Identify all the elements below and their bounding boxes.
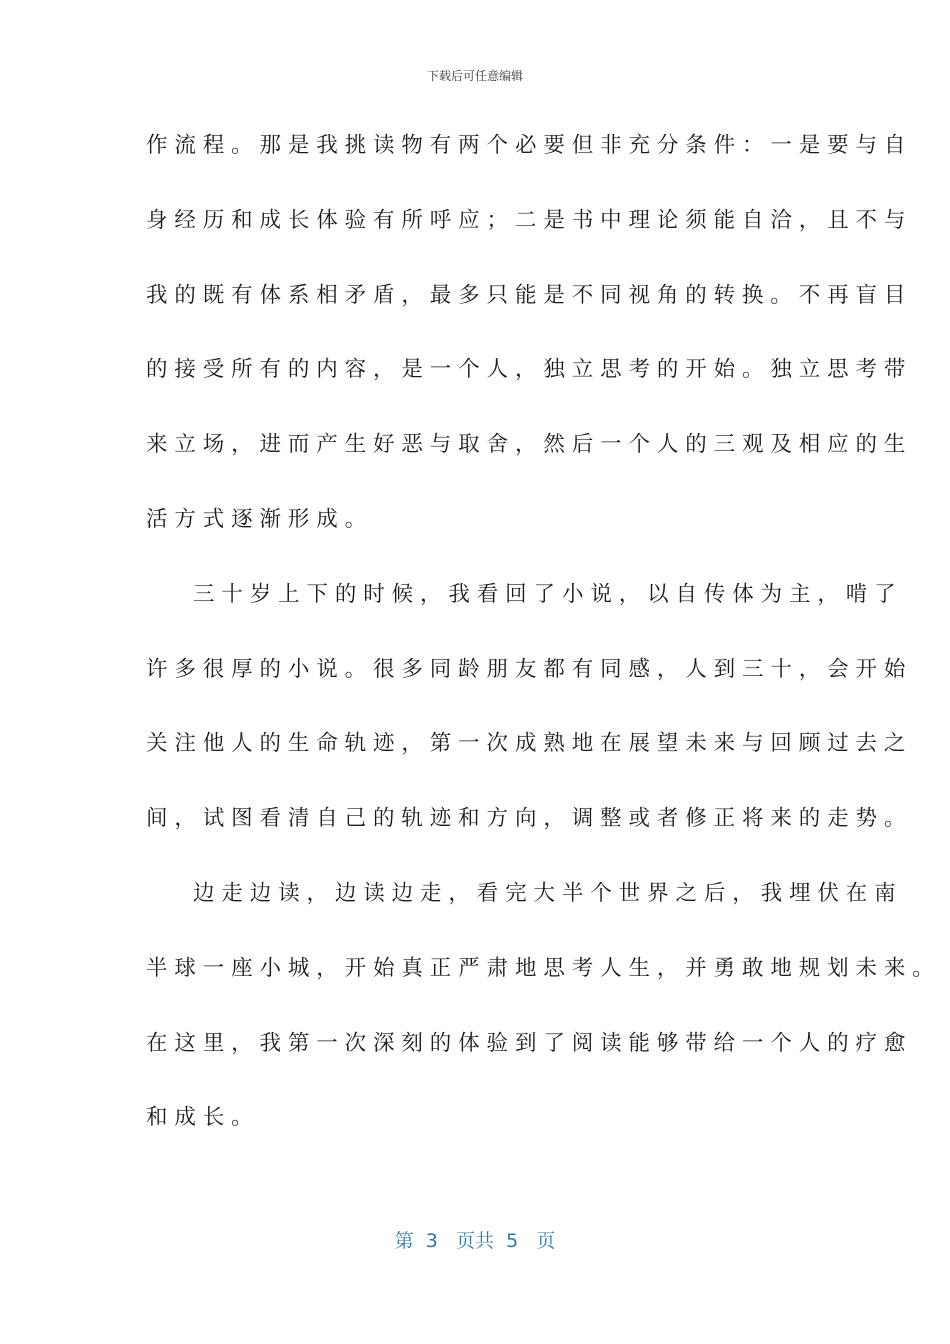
footer-suffix: 页 [536,1230,556,1252]
document-body [146,126,941,1173]
text-line: 三十岁上下的时候，我看回了小说，以自传体为主，啃了 [193,581,903,607]
text-line: 在这里，我第一次深刻的体验到了阅读能够带给一个人的疗愈 [146,1030,913,1056]
text-line: 我的既有体系相矛盾，最多只能是不同视角的转换。不再盲目 [146,282,913,308]
footer-total-pages: 5 [506,1230,519,1252]
text-line: 关注他人的生命轨迹，第一次成熟地在展望未来与回顾过去之 [146,731,913,757]
text-line: 半球一座小城，开始真正严肃地思考人生，并勇敢地规划未来。 [146,955,941,981]
footer-current-page: 3 [425,1230,438,1252]
text-line: 来立场，进而产生好恶与取舍，然后一个人的三观及相应的生 [146,432,913,458]
footer-middle: 页共 [455,1230,494,1252]
text-line: 活方式逐渐形成。 [146,506,374,532]
text-line: 作流程。那是我挑读物有两个必要但非充分条件：一是要与自 [146,133,913,158]
text-line: 间，试图看清自己的轨迹和方向，调整或者修正将来的走势。 [146,806,913,832]
page-header: 下载后可任意编辑 [426,69,523,83]
footer-prefix: 第 [394,1230,414,1252]
text-line: 和成长。 [146,1105,260,1131]
text-line: 身经历和成长体验有所呼应；二是书中理论须能自洽，且不与 [146,207,913,233]
text-line: 许多很厚的小说。很多同龄朋友都有同感，人到三十，会开始 [146,656,913,682]
text-line: 的接受所有的内容，是一个人，独立思考的开始。独立思考带 [146,357,913,383]
page-footer [0,1226,950,1253]
text-line: 边走边读，边读边走，看完大半个世界之后，我埋伏在南 [193,880,903,906]
